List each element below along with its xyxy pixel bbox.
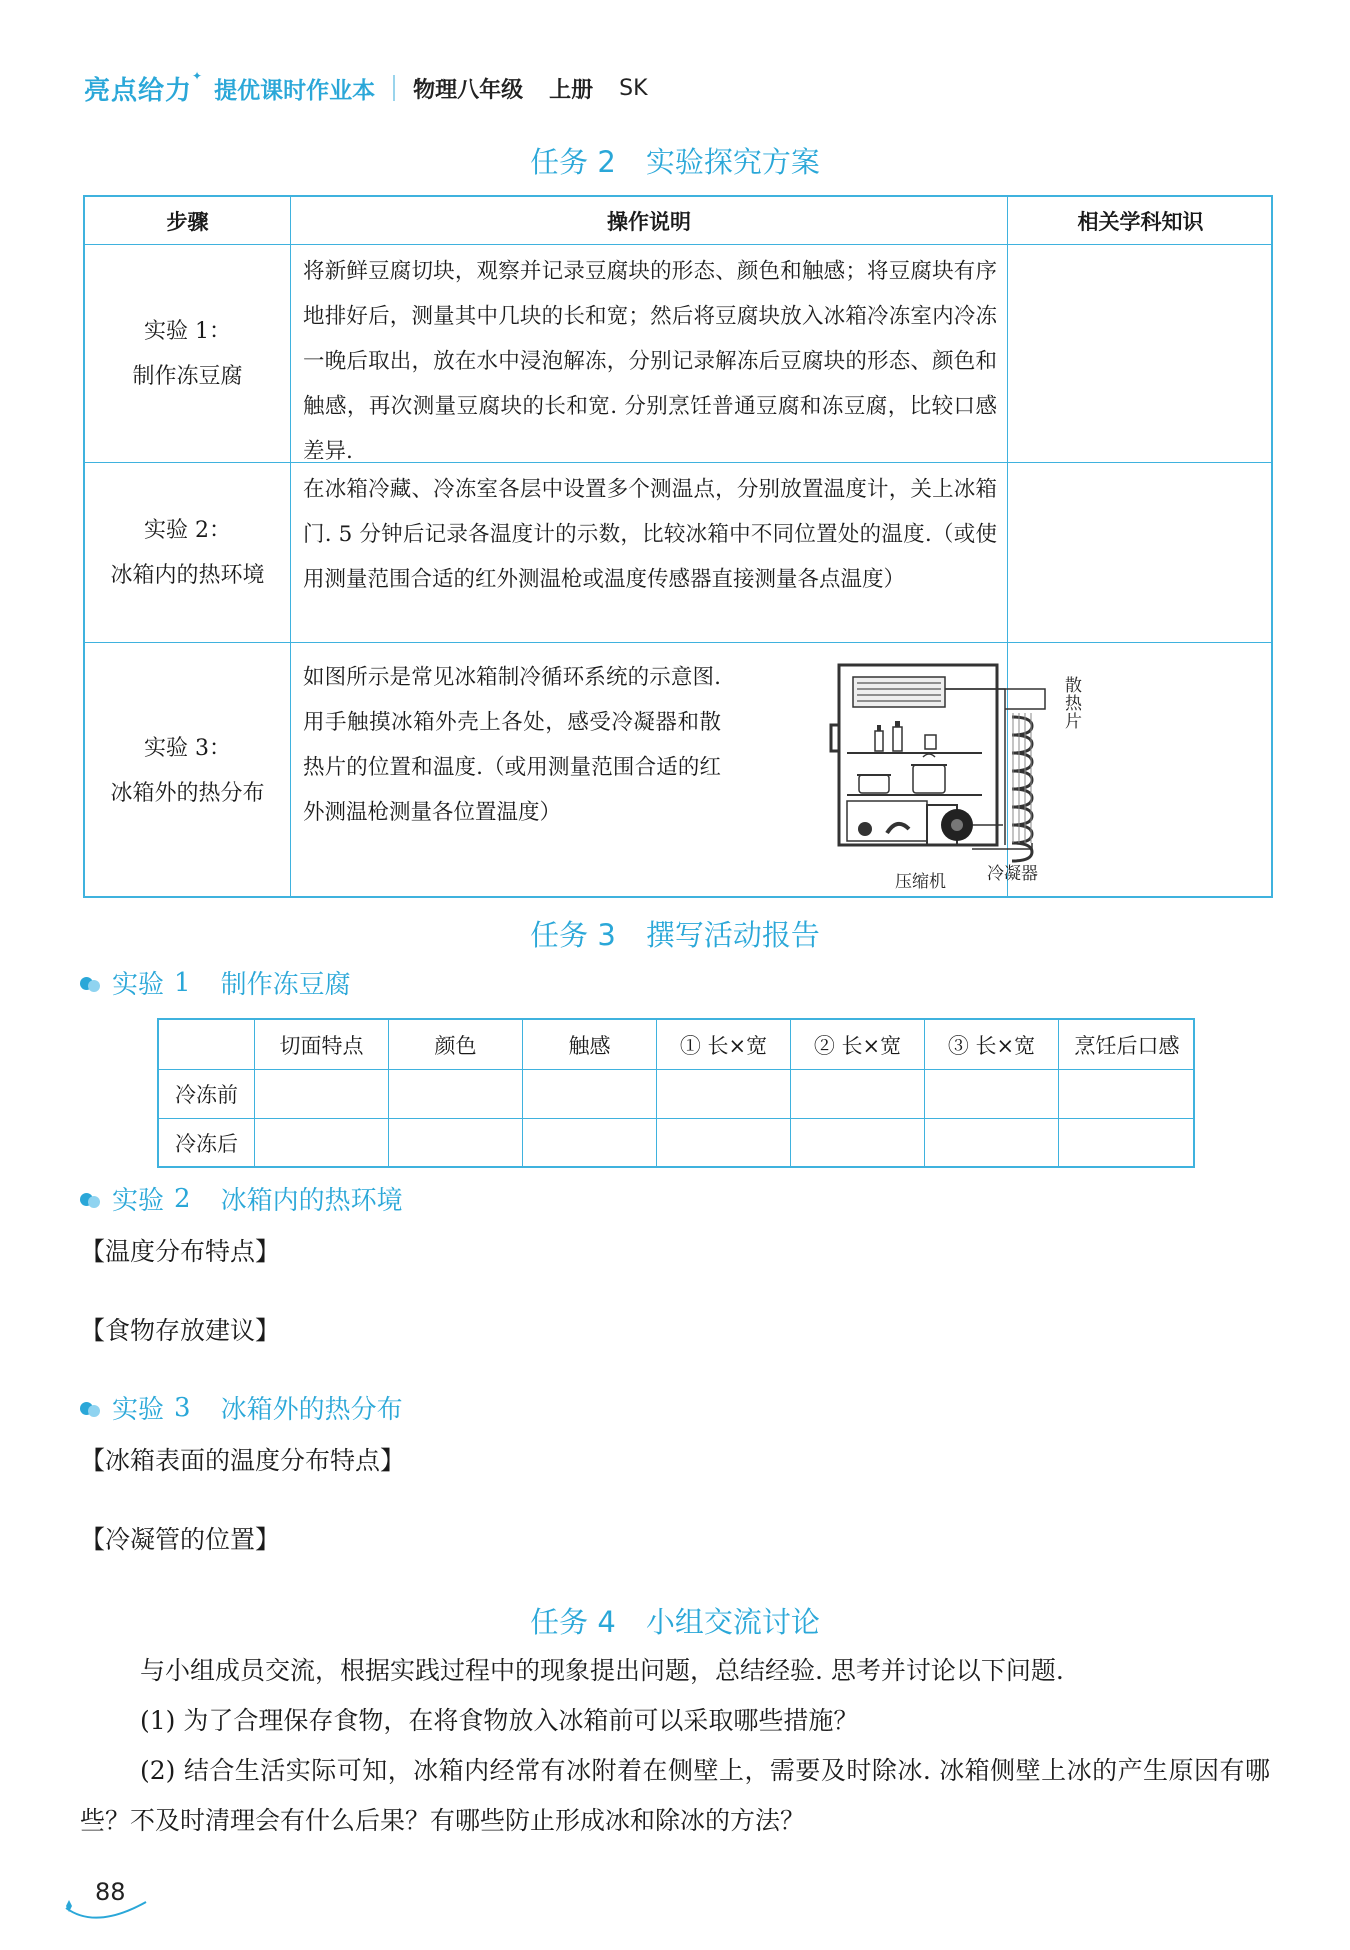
col-header: 触感	[523, 1020, 657, 1070]
question-1: (1) 为了合理保存食物，在将食物放入冰箱前可以采取哪些措施？	[140, 1706, 859, 1735]
exp-number: 1	[174, 967, 191, 998]
bullet-icon	[80, 1400, 102, 1416]
exp-title: 冰箱外的热分布	[220, 1395, 403, 1425]
col-header: 颜色	[389, 1020, 523, 1070]
col-header: ① 长×宽	[657, 1020, 791, 1070]
table-corner	[159, 1020, 255, 1070]
header-divider	[393, 75, 395, 101]
task4-title	[0, 1600, 1350, 1641]
task2-title	[0, 140, 1350, 181]
blank-cell[interactable]	[389, 1070, 523, 1119]
condenser-label: 冷凝器	[987, 864, 1038, 884]
exp2-heading	[80, 1180, 403, 1217]
fin-label: 散热片	[1065, 676, 1082, 732]
exp-title: 冰箱内的热环境	[220, 1186, 403, 1216]
blank-cell[interactable]	[523, 1119, 657, 1166]
star-icon: ✦	[192, 69, 203, 83]
blank-cell[interactable]	[925, 1070, 1059, 1119]
task3-label: 任务 3	[530, 918, 616, 952]
task3-title	[0, 913, 1350, 954]
prompt-food-storage: 【食物存放建议】	[80, 1316, 281, 1345]
compressor-label: 压缩机	[895, 872, 946, 892]
step-cell	[85, 463, 291, 643]
step-cell	[85, 643, 291, 898]
page-number: 88	[95, 1878, 126, 1906]
col-header: ③ 长×宽	[925, 1020, 1059, 1070]
blank-cell[interactable]	[657, 1119, 791, 1166]
task2-heading: 实验探究方案	[645, 145, 820, 179]
exp-title: 制作冻豆腐	[220, 970, 351, 1000]
blank-cell[interactable]	[791, 1070, 925, 1119]
operation-cell: 将新鲜豆腐切块，观察并记录豆腐块的形态、颜色和触感；将豆腐块有序地排好后，测量其中几块的长和宽；然后将豆腐块放入冰箱冷冻室内冷冻一晚后取出，放在水中浸泡解冻，分别记录解冻后豆腐块的形态、颜色和触感，再次测量豆腐块的长和宽. 分别烹饪普通豆腐和冻豆腐，比较口感差异.	[291, 245, 1008, 463]
exp-number: 2	[174, 1183, 191, 1214]
row-label: 冷冻后	[159, 1119, 255, 1166]
knowledge-cell	[1008, 463, 1273, 643]
exp-label: 实验	[112, 970, 165, 1000]
col-header-knowledge: 相关学科知识	[1008, 197, 1273, 245]
running-header	[84, 70, 648, 106]
prompt-temperature-distribution: 【温度分布特点】	[80, 1237, 281, 1266]
step-number: 实验 2：	[144, 517, 231, 543]
blank-cell[interactable]	[1059, 1119, 1195, 1166]
bullet-icon	[80, 975, 102, 991]
book-edition: SK	[619, 75, 648, 101]
task4-intro: 与小组成员交流，根据实践过程中的现象提出问题，总结经验. 思考并讨论以下问题.	[140, 1656, 1064, 1685]
row-label: 冷冻前	[159, 1070, 255, 1119]
operation-text: 如图所示是常见冰箱制冷循环系统的示意图. 用手触摸冰箱外壳上各处，感受冷凝器和散热片的位置和温度.（或用测量范围合适的红外测温枪测量各位置温度）	[303, 665, 721, 825]
blank-cell[interactable]	[255, 1119, 389, 1166]
exp-number: 3	[174, 1392, 191, 1423]
blank-cell[interactable]	[657, 1070, 791, 1119]
task2-label: 任务 2	[530, 145, 616, 179]
book-title: 物理八年级	[413, 77, 524, 103]
task3-heading: 撰写活动报告	[645, 918, 820, 952]
prompt-condenser-position: 【冷凝管的位置】	[80, 1525, 281, 1554]
exp-label: 实验	[112, 1395, 165, 1425]
col-header-step: 步骤	[85, 197, 291, 245]
tofu-record-table	[157, 1018, 1195, 1168]
blank-cell[interactable]	[523, 1070, 657, 1119]
knowledge-cell	[1008, 245, 1273, 463]
operation-cell: 在冰箱冷藏、冷冻室各层中设置多个测温点，分别放置温度计，关上冰箱门. 5 分钟后记录各温度计的示数，比较冰箱中不同位置处的温度.（或使用测量范围合适的红外测温枪或温度传感器直接测量各点温度）	[291, 463, 1008, 643]
question-2: (2) 结合生活实际可知，冰箱内经常有冰附着在侧壁上，需要及时除冰. 冰箱侧壁上冰的产生原因有哪些？不及时清理会有什么后果？有哪些防止形成冰和除冰的方法？	[80, 1756, 1270, 1835]
blank-cell[interactable]	[389, 1119, 523, 1166]
step-number: 实验 3：	[144, 735, 231, 761]
step-cell	[85, 245, 291, 463]
col-header-operation: 操作说明	[291, 197, 1008, 245]
series-name: 提优课时作业本	[214, 77, 376, 104]
step-title: 冰箱内的热环境	[110, 562, 265, 588]
col-header: 烹饪后口感	[1059, 1020, 1195, 1070]
blank-cell[interactable]	[791, 1119, 925, 1166]
refrigerator-svg	[827, 653, 1097, 893]
step-title: 冰箱外的热分布	[110, 780, 265, 806]
blank-cell[interactable]	[1059, 1070, 1195, 1119]
book-volume: 上册	[549, 77, 594, 103]
exp3-heading	[80, 1389, 403, 1426]
task4-label: 任务 4	[530, 1605, 616, 1639]
step-title: 制作冻豆腐	[132, 363, 243, 389]
task4-heading: 小组交流讨论	[645, 1605, 820, 1639]
experiment-plan-table	[83, 195, 1273, 898]
brand-name: 亮点给力	[84, 75, 193, 106]
blank-cell[interactable]	[925, 1119, 1059, 1166]
col-header: ② 长×宽	[791, 1020, 925, 1070]
step-number: 实验 1：	[144, 318, 231, 344]
exp1-heading	[80, 964, 351, 1001]
bullet-icon	[80, 1191, 102, 1207]
refrigerator-diagram	[827, 653, 1097, 893]
col-header: 切面特点	[255, 1020, 389, 1070]
exp-label: 实验	[112, 1186, 165, 1216]
prompt-surface-temperature: 【冰箱表面的温度分布特点】	[80, 1446, 406, 1475]
blank-cell[interactable]	[255, 1070, 389, 1119]
